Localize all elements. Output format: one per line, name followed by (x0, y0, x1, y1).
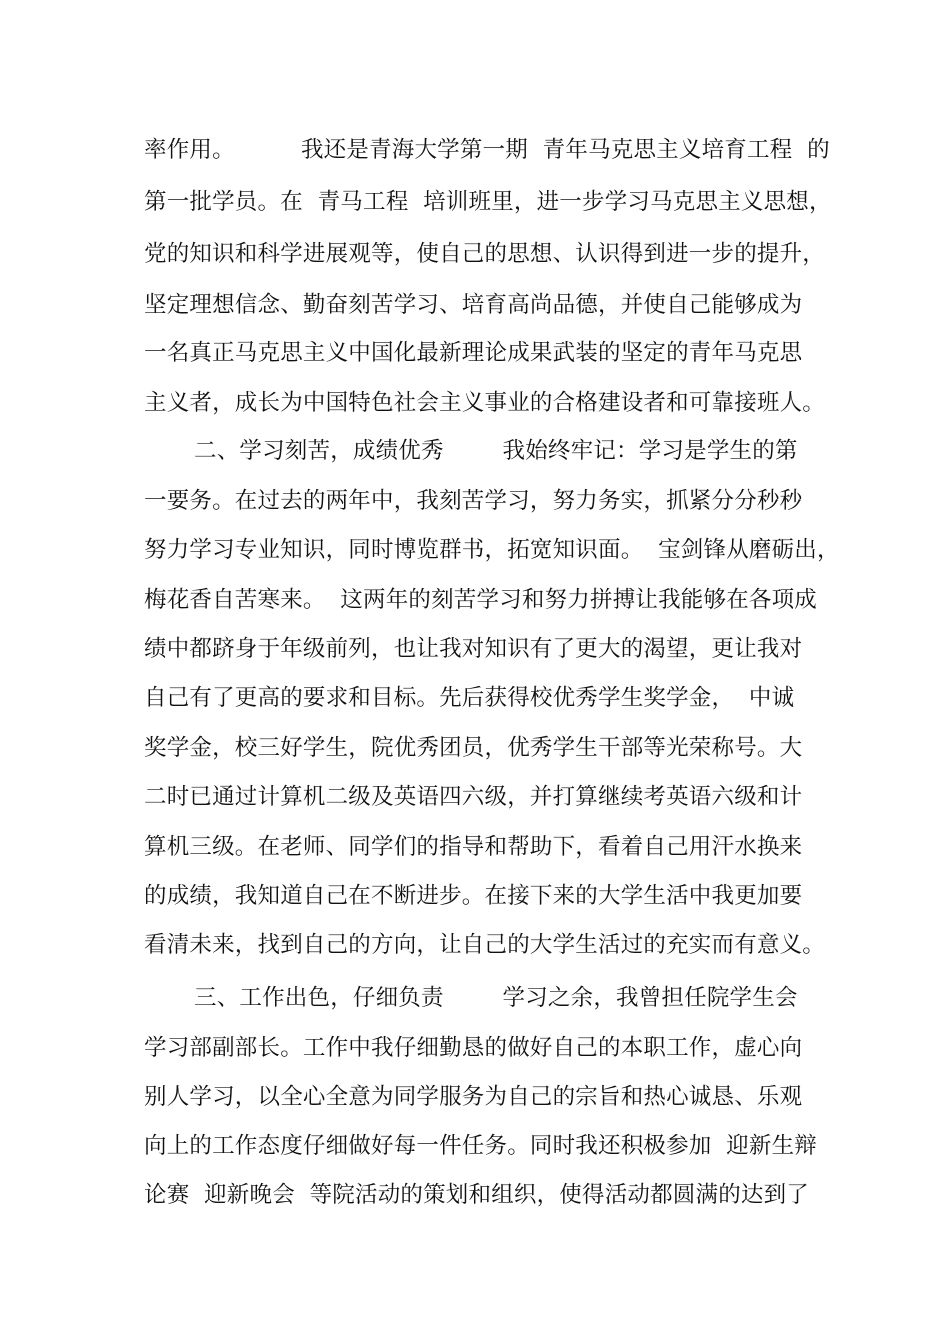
text-line: 第一批学员。在 青马工程 培训班里，进一步学习马克思主义思想， (144, 189, 832, 215)
text-line: 学习部副部长。工作中我仔细勤恳的做好自己的本职工作，虚心向 (144, 1035, 803, 1061)
text-line: 论赛 迎新晚会 等院活动的策划和组织，使得活动都圆满的达到了 (144, 1182, 810, 1208)
text-line: 看清未来，找到自己的方向，让自己的大学生活过的充实而有意义。 (144, 932, 826, 958)
text-line: 主义者，成长为中国特色社会主义事业的合格建设者和可靠接班人。 (144, 390, 826, 416)
text-line: 的成绩，我知道自己在不断进步。在接下来的大学生活中我更加要 (144, 883, 803, 909)
text-line: 向上的工作态度仔细做好每一件任务。同时我还积极参加 迎新生辩 (144, 1133, 818, 1159)
text-line: 梅花香自苦寒来。 这两年的刻苦学习和努力拼搏让我能够在各项成 (144, 587, 818, 613)
text-line: 党的知识和科学进展观等，使自己的思想、认识得到进一步的提升， (144, 241, 826, 267)
text-line: 一名真正马克思主义中国化最新理论成果武装的坚定的青年马克思 (144, 340, 803, 366)
text-line: 绩中都跻身于年级前列，也让我对知识有了更大的渴望，更让我对 (144, 636, 803, 662)
text-line: 自己有了更高的要求和目标。先后获得校优秀学生奖学金， 中诚 (144, 685, 795, 711)
section-heading-line: 二、学习刻苦，成绩优秀 我始终牢记：学习是学生的第 (194, 438, 798, 464)
text-line: 算机三级。在老师、同学们的指导和帮助下，看着自己用汗水换来 (144, 834, 803, 860)
text-line: 一要务。在过去的两年中，我刻苦学习，努力务实，抓紧分分秒秒 (144, 488, 803, 514)
text-line: 别人学习，以全心全意为同学服务为自己的宗旨和热心诚恳、乐观 (144, 1084, 803, 1110)
section-heading-line: 三、工作出色，仔细负责 学习之余，我曾担任院学生会 (194, 985, 798, 1011)
text-line: 二时已通过计算机二级及英语四六级，并打算继续考英语六级和计 (144, 784, 803, 810)
text-line: 努力学习专业知识，同时博览群书，拓宽知识面。 宝剑锋从磨砺出， (144, 537, 840, 563)
text-line: 坚定理想信念、勤奋刻苦学习、培育高尚品德，并使自己能够成为 (144, 292, 803, 318)
text-line: 奖学金，校三好学生，院优秀团员，优秀学生干部等光荣称号。大 (144, 735, 803, 761)
text-line: 率作用。 我还是青海大学第一期 青年马克思主义培育工程 的 (144, 137, 830, 163)
